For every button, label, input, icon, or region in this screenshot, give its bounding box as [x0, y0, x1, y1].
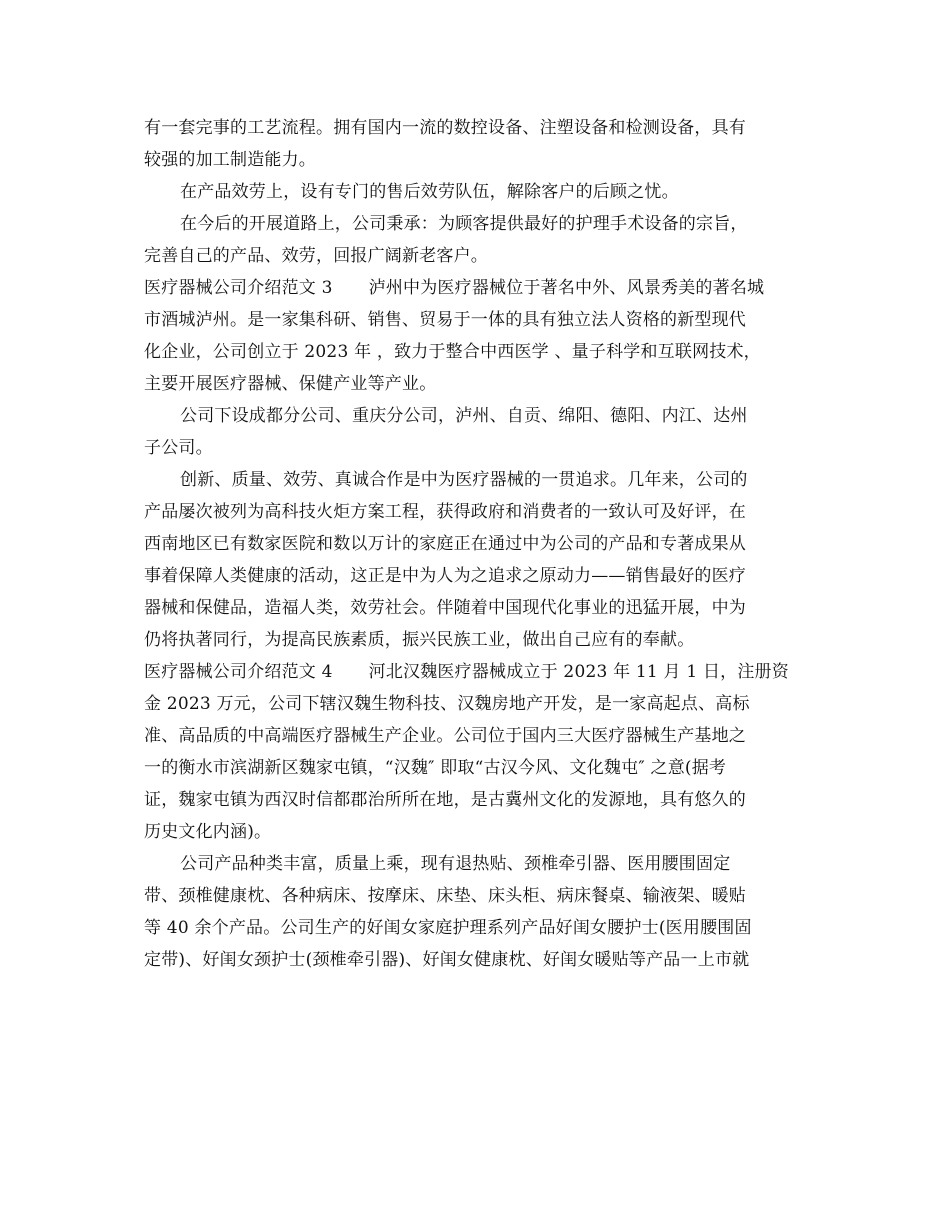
section-heading-line [144, 656, 816, 688]
text-line: 较强的加工制造能力。 [144, 150, 316, 170]
text-line: 在今后的开展道路上，公司秉承：为顾客提供最好的护理手术设备的宗旨， [180, 214, 748, 234]
text-line: 器械和保健品，造福人类，效劳社会。伴随着中国现代化事业的迅猛开展，中为 [144, 598, 746, 618]
text-line: 等 40 余个产品。公司生产的好闺女家庭护理系列产品好闺女腰护士(医用腰围固 [144, 918, 752, 938]
text-line: 定带)、好闺女颈护士(颈椎牵引器)、好闺女健康枕、好闺女暖贴等产品一上市就 [144, 950, 750, 970]
section-heading: 医疗器械公司介绍范文 3 [144, 278, 333, 298]
text-line: 子公司。 [144, 438, 213, 458]
document-body [144, 112, 816, 976]
section-heading-line [144, 272, 816, 304]
text-line: 金 2023 万元，公司下辖汉魏生物科技、汉魏房地产开发，是一家高起点、高标 [144, 694, 750, 714]
text-line: 在产品效劳上，设有专门的售后效劳队伍，解除客户的后顾之忧。 [180, 182, 679, 202]
text-line: 主要开展医疗器械、保健产业等产业。 [144, 374, 437, 394]
text-line: 公司产品种类丰富，质量上乘，现有退热贴、颈椎牵引器、医用腰围固定 [180, 854, 731, 874]
text-line: 事着保障人类健康的活动，这正是中为人为之追求之原动力——销售最好的医疗 [144, 566, 746, 586]
text-line: 西南地区已有数家医院和数以万计的家庭正在通过中为公司的产品和专著成果从 [144, 534, 746, 554]
section-heading: 医疗器械公司介绍范文 4 [144, 662, 333, 682]
text-line: 历史文化内涵)。 [144, 822, 272, 842]
text-line: 证，魏家屯镇为西汉时信都郡治所所在地，是古冀州文化的发源地，具有悠久的 [144, 790, 746, 810]
text-line: 创新、质量、效劳、真诚合作是中为医疗器械的一贯追求。几年来，公司的 [180, 470, 748, 490]
text-line: 有一套完事的工艺流程。拥有国内一流的数控设备、注塑设备和检测设备，具有 [144, 118, 746, 138]
section-first-text: 泸州中为医疗器械位于著名中外、风景秀美的著名城 [368, 278, 765, 298]
section-first-text: 河北汉魏医疗器械成立于 2023 年 11 月 1 日，注册资 [368, 662, 789, 682]
text-line: 完善自己的产品、效劳，回报广阔新老客户。 [144, 246, 488, 266]
text-line: 准、高品质的中高端医疗器械生产企业。公司位于国内三大医疗器械生产基地之 [144, 726, 746, 746]
text-line: 公司下设成都分公司、重庆分公司，泸州、自贡、绵阳、德阳、内江、达州 [180, 406, 748, 426]
text-line: 产品屡次被列为高科技火炬方案工程，获得政府和消费者的一致认可及好评，在 [144, 502, 746, 522]
text-line: 带、颈椎健康枕、各种病床、按摩床、床垫、床头柜、病床餐桌、输液架、暖贴 [144, 886, 746, 906]
text-line: 化企业，公司创立于 2023 年 ，致力于整合中西医学 、量子科学和互联网技术， [144, 342, 761, 362]
text-line: 一的衡水市滨湖新区魏家屯镇，“汉魏″ 即取“古汉今风、文化魏屯″ 之意(据考 [144, 758, 727, 778]
text-line: 仍将执著同行，为提高民族素质，振兴民族工业，做出自己应有的奉献。 [144, 630, 695, 650]
text-line: 市酒城泸州。是一家集科研、销售、贸易于一体的具有独立法人资格的新型现代 [144, 310, 746, 330]
